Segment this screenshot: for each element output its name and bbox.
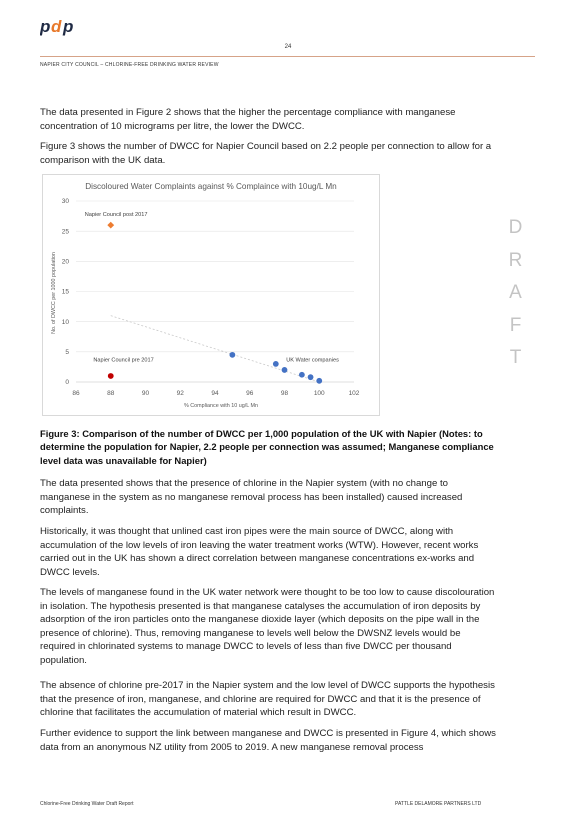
x-tick-label: 98: [280, 390, 289, 397]
paragraph: The data presented shows that the presence of chlorine in the Napier system (with no change to manganese in the system as no manganese removal process has been installed) caused increased complaints.: [40, 478, 463, 517]
y-tick-label: 0: [65, 379, 69, 387]
data-point: [273, 361, 279, 367]
x-tick-label: 86: [72, 390, 80, 397]
y-tick-label: 25: [61, 228, 69, 236]
x-tick-label: 92: [176, 390, 184, 397]
trendline-layer: [111, 316, 320, 382]
watermark-letter: T: [509, 347, 523, 368]
x-tick-label: 90: [141, 390, 150, 397]
annotation-label: Napier Council post 2017: [84, 212, 148, 219]
y-tick-label: 30: [61, 198, 69, 206]
pdp-logo: [40, 16, 82, 38]
y-tick-label: 20: [61, 258, 69, 266]
page-number: 24: [284, 44, 292, 50]
x-tick-label: 88: [107, 390, 115, 397]
svg-text:p: p: [63, 17, 74, 36]
x-tick-label: 100: [313, 390, 325, 397]
running-title: NAPIER CITY COUNCIL – CHLORINE-FREE DRINKING WATER REVIEW: [40, 62, 219, 68]
annotation-label: UK Water companies: [286, 357, 339, 364]
watermark-letter: F: [509, 314, 523, 336]
svg-text:d: d: [51, 17, 62, 36]
paragraph: Historically, it was thought that unlined cast iron pipes were the main source of DWCC, along with accumulation of the low levels of iron leaving the water treatment works (WTW). However, recent works carried out in the UK has shown a direct correlation between manganese concentrations ex-works and DWCC levels.: [40, 526, 479, 578]
x-tick-label: 94: [211, 390, 219, 397]
chart-title: Discoloured Water Complaints against % Complaince with 10ug/L Mn: [85, 182, 337, 191]
paragraph: Further evidence to support the link between manganese and DWCC is presented in Figure 4, which shows data from an anonymous NZ utility from 2005 to 2019. A new manganese removal process: [40, 728, 496, 753]
annotations: [85, 212, 339, 363]
data-point: [282, 367, 288, 373]
figure-caption: Figure 3: Comparison of the number of DWCC per 1,000 population of the UK with Napier (Notes: to determine the population for Napier, 2.2 people per connection was assumed; Manganese compliance level data was unavailable for Napier): [40, 428, 494, 466]
paragraph: Figure 3 shows the number of DWCC for Napier Council based on 2.2 people per connection to allow for a comparison with the UK data.: [40, 141, 492, 166]
y-tick-label: 5: [65, 349, 69, 357]
chart-canvas: [43, 175, 379, 415]
data-point: [308, 374, 314, 380]
y-axis-label: No. of DWCC per 1000 population: [51, 252, 57, 334]
x-axis-label: % Compliance with 10 ug/L Mn: [183, 403, 259, 409]
footer-report-title: Chlorine-Free Drinking Water Draft Report: [40, 801, 134, 807]
y-tick-label: 15: [61, 288, 69, 296]
draft-watermark: [506, 212, 526, 375]
data-point: [316, 378, 322, 384]
header-rule: [40, 56, 535, 57]
annotation-label: Napier Council pre 2017: [93, 357, 154, 364]
watermark-letter: R: [508, 249, 524, 271]
gridlines: [76, 201, 354, 382]
footer-company: PATTLE DELAMORE PARTNERS LTD: [395, 801, 482, 807]
paragraph: The data presented in Figure 2 shows that the higher the percentage compliance with manganese concentration of 10 micrograms per litre, the lower the DWCC.: [40, 107, 456, 132]
data-point: [229, 352, 235, 358]
x-tick-label: 96: [246, 390, 254, 397]
y-tick-label: 10: [61, 318, 69, 326]
x-tick-labels: [72, 390, 359, 397]
x-tick-label: 102: [348, 390, 360, 397]
data-point-diamond: [107, 222, 114, 229]
y-tick-labels: [62, 198, 70, 386]
paragraph: The absence of chlorine pre-2017 in the Napier system and the low level of DWCC supports the hypothesis that the presence of iron, manganese, and chlorine are required for DWCC and that it is the presence of chlorine that facilitates the accumulation of material which result in DWCC.: [40, 680, 495, 719]
trendline: [111, 316, 320, 382]
svg-text:p: p: [40, 17, 51, 36]
watermark-letter: A: [509, 282, 523, 303]
data-point: [108, 373, 114, 379]
watermark-letter: D: [508, 217, 524, 238]
data-point: [299, 372, 305, 378]
paragraph: The levels of manganese found in the UK water network were thought to be too low to cause discolouration in isolation. The hypothesis presented is that manganese catalyses the accumulation of iron deposits by adsorption of the iron particles onto the manganese dioxide layer (which deposits on the pipe wall in the presence of chlorine). Thus, removing manganese to levels well below the DWSNZ levels would be required in chlorinated systems to manage DWCC to levels of less than five DWCC per thousand population.: [40, 587, 495, 666]
scatter-chart: [42, 174, 380, 416]
